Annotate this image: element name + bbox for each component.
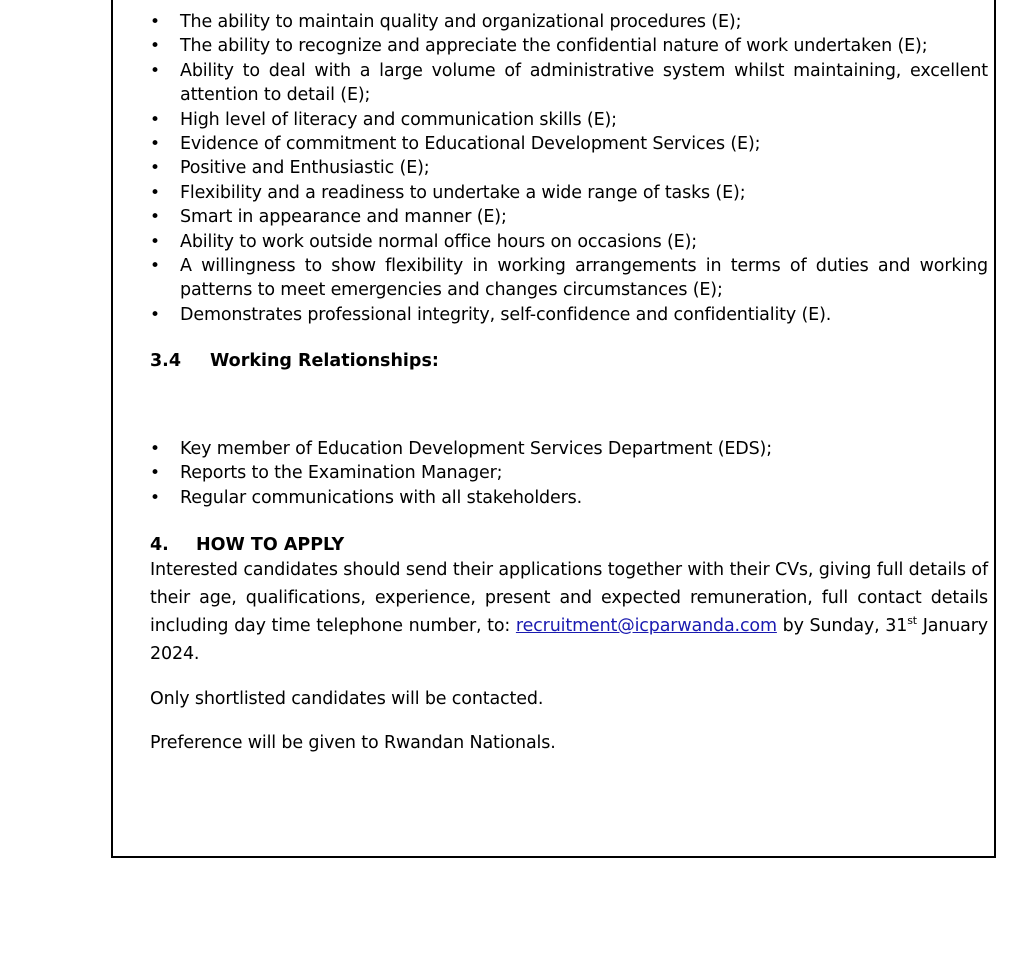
- preference-note: Preference will be given to Rwandan Nationals.: [150, 733, 556, 753]
- date-superscript: st: [907, 614, 917, 628]
- list-item: • Demonstrates professional integrity, self-confidence and confidentiality (E).: [150, 303, 988, 327]
- section-3-4-heading: [150, 349, 439, 373]
- section-title: HOW TO APPLY: [196, 535, 345, 555]
- list-item: • Regular communications with all stakeholders.: [150, 486, 988, 510]
- list-item: • Ability to deal with a large volume of administrative system whilst maintaining, excellent attention to detail (E);: [150, 59, 988, 108]
- list-item: • The ability to maintain quality and organizational procedures (E);: [150, 10, 988, 34]
- list-item: • Reports to the Examination Manager;: [150, 461, 988, 485]
- apply-text: Interested candidates should send their applications together with their CVs, giving full details of their age, qualifications, experience, present and expected remuneration, full contact details including day time telephone number, to:: [150, 560, 988, 636]
- section-4-heading: [150, 533, 344, 557]
- list-item: • Ability to work outside normal office hours on occasions (E);: [150, 230, 988, 254]
- list-item: • Evidence of commitment to Educational Development Services (E);: [150, 132, 988, 156]
- section-title: Working Relationships:: [210, 351, 439, 371]
- list-item: • High level of literacy and communication skills (E);: [150, 108, 988, 132]
- section-number: 4.: [150, 535, 169, 555]
- working-relationships-list: [150, 437, 988, 510]
- apply-deadline-rest: January 2024.: [150, 616, 988, 664]
- list-item: • Smart in appearance and manner (E);: [150, 205, 988, 229]
- section-number: 3.4: [150, 351, 182, 371]
- list-item: • A willingness to show flexibility in working arrangements in terms of duties and working patterns to meet emergencies and changes circumstances (E);: [150, 254, 988, 303]
- list-item: • Key member of Education Development Services Department (EDS);: [150, 437, 988, 461]
- apply-deadline-text: by Sunday, 31: [776, 616, 908, 636]
- list-item: • The ability to recognize and appreciate the confidential nature of work undertaken (E);: [150, 34, 988, 58]
- email-link[interactable]: recruitment@icparwanda.com: [515, 616, 777, 636]
- how-to-apply-paragraph: [150, 556, 988, 668]
- requirements-list: [150, 10, 988, 327]
- shortlist-note: Only shortlisted candidates will be contacted.: [150, 689, 544, 709]
- list-item: • Positive and Enthusiastic (E);: [150, 156, 988, 180]
- list-item: • Flexibility and a readiness to undertake a wide range of tasks (E);: [150, 181, 988, 205]
